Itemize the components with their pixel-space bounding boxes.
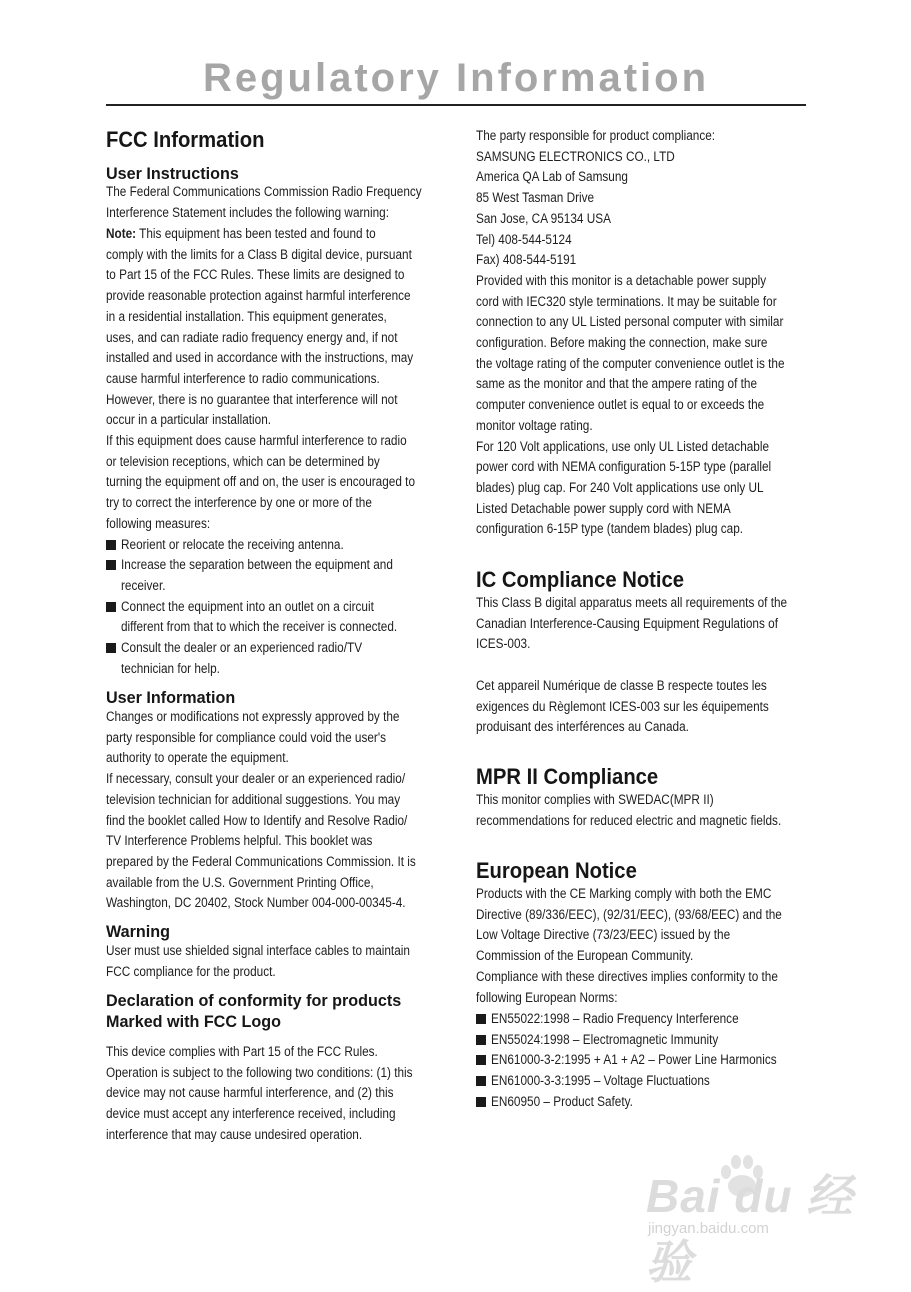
note-line <box>106 224 442 245</box>
square-bullet-icon <box>106 540 116 550</box>
note-label: Note: <box>106 226 137 241</box>
responsible-party-line: Provided with this monitor is a detachable power supply <box>476 272 767 288</box>
responsible-party-line: Tel) 408-544-5124 <box>476 231 572 247</box>
responsible-party-line: San Jose, CA 95134 USA <box>476 210 611 226</box>
warning-heading: Warning <box>106 922 171 941</box>
note-text-line: to Part 15 of the FCC Rules. These limits are designed to <box>106 267 405 283</box>
responsible-party-line: monitor voltage rating. <box>476 417 593 433</box>
user-information-line: Washington, DC 20402, Stock Number 004-000-00345-4. <box>106 895 406 911</box>
square-bullet-icon <box>476 1014 486 1024</box>
mpr-line: This monitor complies with SWEDAC(MPR II) <box>476 792 714 807</box>
responsible-party-line: 85 West Tasman Drive <box>476 190 595 206</box>
page-title: Regulatory Information <box>202 56 710 100</box>
user-information-line: If necessary, consult your dealer or an experienced radio/ <box>106 771 406 787</box>
ic-french-line: Cet appareil Numérique de classe B respecte toutes les <box>476 678 767 693</box>
note-text-line: in a residential installation. This equipment generates, <box>106 308 387 324</box>
note-text-line: comply with the limits for a Class B digital device, pursuant <box>106 246 412 262</box>
square-bullet-icon <box>106 560 116 570</box>
note-text-line: following measures: <box>106 515 211 531</box>
responsible-party-line: The party responsible for product compliance: <box>476 128 716 143</box>
european-line: Low Voltage Directive (73/23/EEC) issued by the <box>476 927 731 943</box>
square-bullet-icon <box>476 1097 486 1107</box>
european-notice-heading: European Notice <box>476 858 637 883</box>
user-information-heading: User Information <box>106 688 236 707</box>
mpr-line: recommendations for reduced electric and magnetic fields. <box>476 812 782 828</box>
title-divider <box>106 104 806 106</box>
declaration-line: interference that may cause undesired operation. <box>106 1126 363 1142</box>
european-line: Directive (89/336/EEC), (92/31/EEC), (93/68/EEC) and the <box>476 906 782 922</box>
user-instructions-heading: User Instructions <box>106 164 239 183</box>
note-text-line: try to correct the interference by one or more of the <box>106 495 372 511</box>
ic-english-line: ICES-003. <box>476 636 531 652</box>
user-instructions-intro-1: The Federal Communications Commission Radio Frequency <box>106 184 422 199</box>
warning-line: FCC compliance for the product. <box>106 963 276 979</box>
watermark-url: jingyan.baidu.com <box>648 1220 769 1237</box>
european-line: Products with the CE Marking comply with both the EMC <box>476 886 772 901</box>
responsible-party-line: power cord with NEMA configuration 5-15P type (parallel <box>476 459 772 475</box>
declaration-line: device must accept any interference received, including <box>106 1106 396 1122</box>
responsible-party-line: Listed Detachable power supply cord with NEMA <box>476 500 731 516</box>
user-information-line: television technician for additional suggestions. You may <box>106 791 401 807</box>
responsible-party-line: America QA Lab of Samsung <box>476 169 628 185</box>
user-information-line: find the booklet called How to Identify and Resolve Radio/ <box>106 812 408 828</box>
user-instructions-intro-2: Interference Statement includes the following warning: <box>106 205 389 220</box>
note-text-line: provide reasonable protection against harmful interference <box>106 288 411 304</box>
declaration-heading-2: Marked with FCC Logo <box>106 1012 281 1031</box>
ic-french-line: exigences du Règlemont ICES-003 sur les équipements <box>476 698 769 714</box>
responsible-party-line: SAMSUNG ELECTRONICS CO., LTD <box>476 148 675 164</box>
note-text-line: occur in a particular installation. <box>106 412 272 428</box>
responsible-party-line: cord with IEC320 style terminations. It may be suitable for <box>476 293 777 309</box>
declaration-line: Operation is subject to the following two conditions: (1) this <box>106 1064 413 1080</box>
note-text-line: or television receptions, which can be determined by <box>106 453 380 469</box>
ic-english-line: This Class B digital apparatus meets all requirements of the <box>476 595 788 610</box>
responsible-party-line: computer convenience outlet is equal to or exceeds the <box>476 397 765 413</box>
european-line: following European Norms: <box>476 989 618 1005</box>
mpr-compliance-heading: MPR II Compliance <box>476 764 659 789</box>
note-text-line: installed and used in accordance with the instructions, may <box>106 350 414 366</box>
responsible-party-line: Fax) 408-544-5191 <box>476 252 577 268</box>
note-text: This equipment has been tested and found to <box>136 226 376 241</box>
ic-english-line: Canadian Interference-Causing Equipment Regulations of <box>476 615 778 631</box>
fcc-information-heading: FCC Information <box>106 127 265 152</box>
user-information-line: authority to operate the equipment. <box>106 750 289 766</box>
user-information-line: party responsible for compliance could void the user's <box>106 729 386 745</box>
responsible-party-line: same as the monitor and that the ampere rating of the <box>476 376 758 392</box>
square-bullet-icon <box>476 1035 486 1045</box>
responsible-party-line: For 120 Volt applications, use only UL Listed detachable <box>476 438 770 454</box>
note-text-line: However, there is no guarantee that interference will not <box>106 391 398 407</box>
declaration-line: device may not cause harmful interference, and (2) this <box>106 1085 394 1101</box>
note-text-line: turning the equipment off and on, the user is encouraged to <box>106 474 416 490</box>
european-line: Commission of the European Community. <box>476 948 694 964</box>
baidu-watermark <box>646 1150 866 1288</box>
user-information-line: Changes or modifications not expressly approved by the <box>106 709 400 724</box>
user-information-line: prepared by the Federal Communications Commission. It is <box>106 853 416 869</box>
ic-french-line: produisant des interférences au Canada. <box>476 719 689 735</box>
ic-compliance-heading: IC Compliance Notice <box>476 567 685 592</box>
square-bullet-icon <box>476 1055 486 1065</box>
note-text-line: cause harmful interference to radio communications. <box>106 370 380 386</box>
note-text-line: uses, and can radiate radio frequency energy and, if not <box>106 329 398 345</box>
declaration-heading-1: Declaration of conformity for products <box>106 991 402 1010</box>
user-information-line: available from the U.S. Government Printing Office, <box>106 874 374 890</box>
user-information-line: TV Interference Problems helpful. This booklet was <box>106 833 373 849</box>
responsible-party-line: blades) plug cap. For 240 Volt applications use only UL <box>476 479 764 495</box>
watermark-logo: Bai du 经验 <box>646 1170 854 1288</box>
responsible-party-line: connection to any UL Listed personal computer with similar <box>476 314 784 330</box>
note-text-line: If this equipment does cause harmful interference to radio <box>106 433 407 448</box>
responsible-party-line: configuration. Before making the connection, make sure <box>476 335 768 350</box>
responsible-party-line: configuration 6-15P type (tandem blades) plug cap. <box>476 521 744 537</box>
square-bullet-icon <box>106 602 116 612</box>
european-line: Compliance with these directives implies conformity to the <box>476 968 778 984</box>
warning-line: User must use shielded signal interface cables to maintain <box>106 943 410 958</box>
square-bullet-icon <box>106 643 116 653</box>
responsible-party-line: the voltage rating of the computer convenience outlet is the <box>476 355 785 371</box>
square-bullet-icon <box>476 1076 486 1086</box>
declaration-line: This device complies with Part 15 of the FCC Rules. <box>106 1044 378 1059</box>
